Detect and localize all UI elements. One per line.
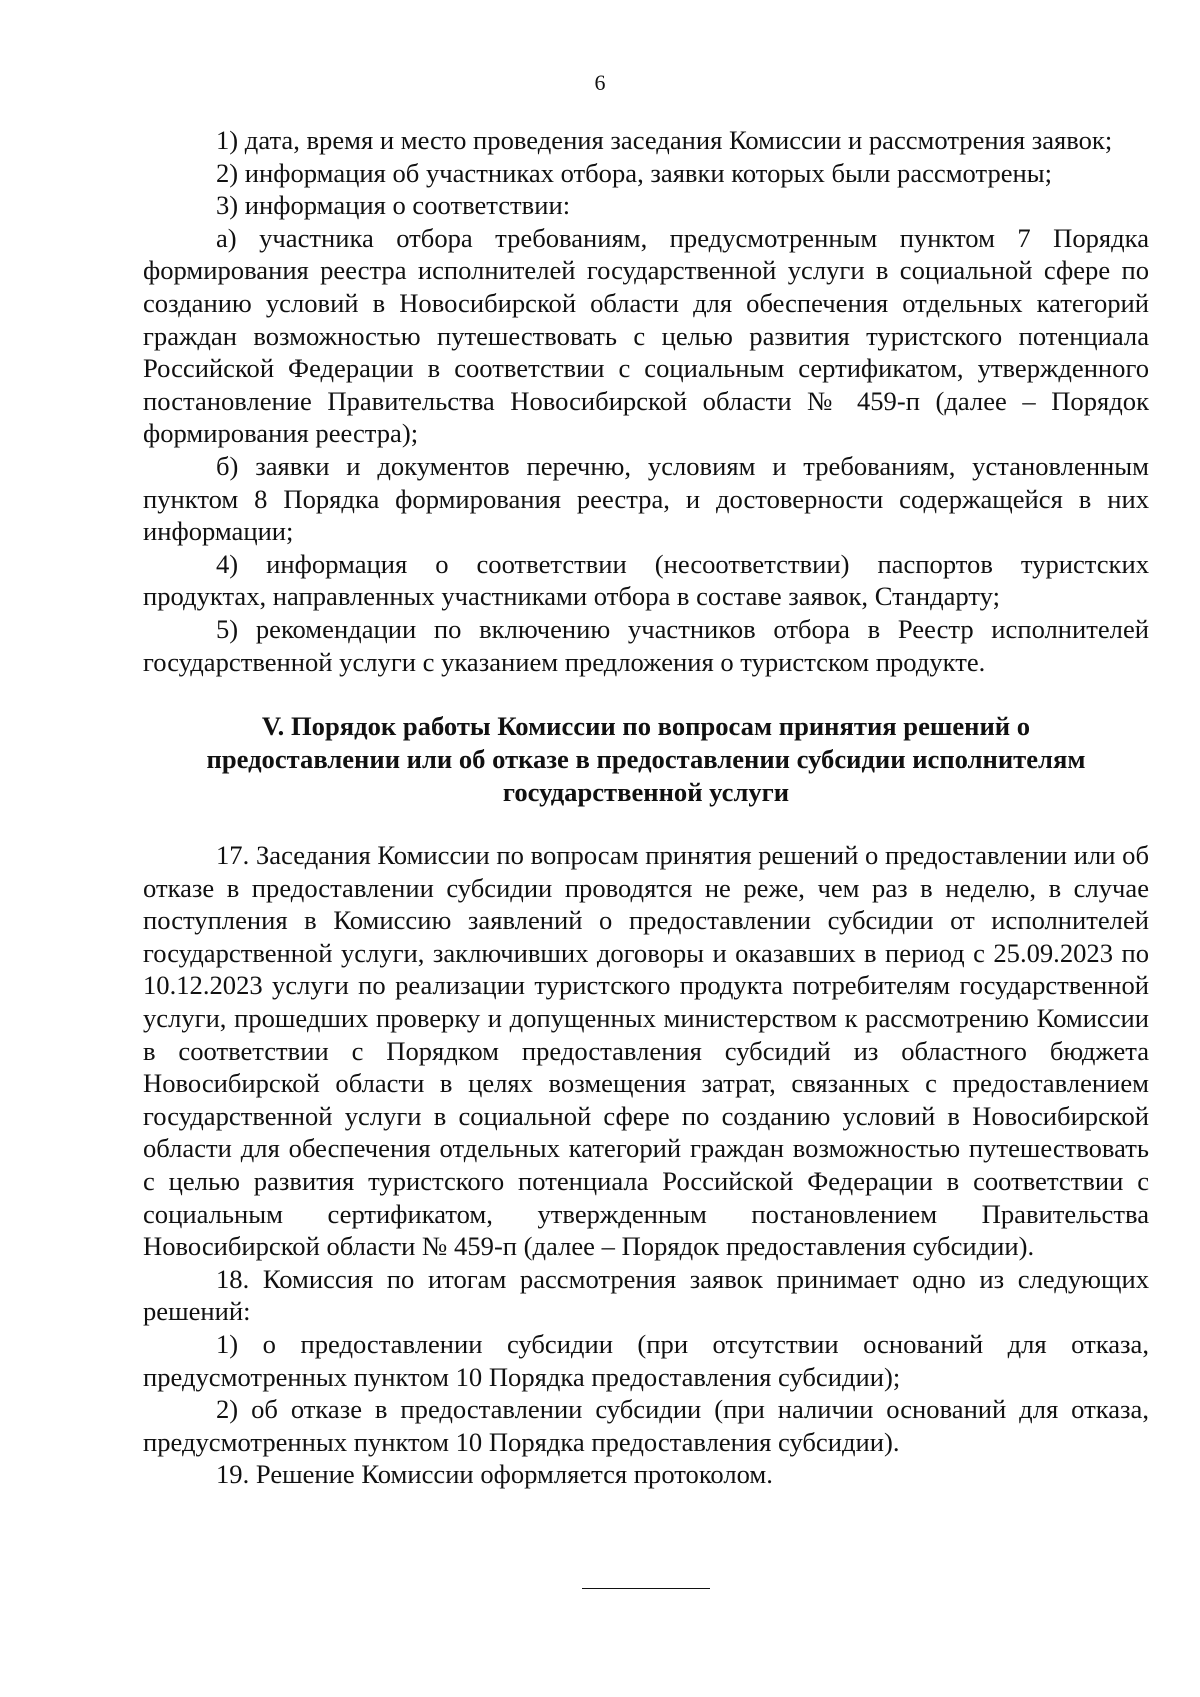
paragraph: 1) дата, время и место проведения заседания Комиссии и рассмотрения заявок; [216,125,1113,155]
paragraph: 5) рекомендации по включению участников отбора в Реестр исполнителей государственной услуги с указанием предложения о туристском продукте. [143,613,1149,677]
paragraph: 1) о предоставлении субсидии (при отсутствии оснований для отказа, предусмотренных пунктом 10 Порядка предоставления субсидии); [143,1329,1149,1392]
paragraph: а) участника отбора требованиям, предусмотренным пунктом 7 Порядка формирования реестра исполнителей государственной услуги в социальной сфере по созданию условий в Новосибирской области для обеспечения отдельных категорий граждан возможностью путешествовать с целью развития туристского потенциала Российской Федерации в соответствии с социальным сертификатом, утвержденного постановление Правительства Новосибирской области № 459-п (далее – Порядок формирования реестра); [143,222,1149,449]
section-heading-line: V. Порядок работы Комиссии по вопросам принятия решений о [261,711,1031,742]
paragraph: 4) информация о соответствии (несоответствии) паспортов туристских продуктах, направленных участниками отбора в составе заявок, Стандарту; [143,548,1149,612]
page-number: 6 [594,70,606,95]
paragraph: 18. Комиссия по итогам рассмотрения заявок принимает одно из следующих решений: [143,1263,1149,1327]
paragraph: б) заявки и документов перечню, условиям и требованиям, установленным пунктом 8 Порядка формирования реестра, и достоверности содержащейся в них информации; [143,450,1149,547]
paragraph: 2) информация об участниках отбора, заявки которых были рассмотрены; [216,157,1053,188]
paragraph: 3) информация о соответствии: [216,190,571,221]
document-body [143,124,1149,1491]
end-separator-line [582,1588,710,1589]
section-heading-line: государственной услуги [502,777,790,808]
section-heading-line: предоставлении или об отказе в предоставлении субсидии исполнителям [206,744,1086,775]
paragraph: 19. Решение Комиссии оформляется протоколом. [216,1459,773,1490]
paragraph: 17. Заседания Комиссии по вопросам принятия решений о предоставлении или об отказе в предоставлении субсидии проводятся не реже, чем раз в неделю, в случае поступления в Комиссию заявлений о предоставлении субсидии от исполнителей государственной услуги, заключивших договоры и оказавших в период с 25.09.2023 по 10.12.2023 услуги по реализации туристского продукта потребителям государственной услуги, прошедших проверку и допущенных министерством к рассмотрению Комиссии в соответствии с Порядком предоставления субсидий из областного бюджета Новосибирской области в целях возмещения затрат, связанных с предоставлением государственной услуги в социальной сфере по созданию условий в Новосибирской области для обеспечения отдельных категорий граждан возможностью путешествовать с целью развития туристского потенциала Российской Федерации в соответствии с социальным сертификатом, утвержденным постановлением Правительства Новосибирской области № 459-п (далее – Порядок предоставления субсидии). [143,840,1149,1262]
paragraph: 2) об отказе в предоставлении субсидии (при наличии оснований для отказа, предусмотренных пунктом 10 Порядка предоставления субсидии). [143,1394,1149,1457]
section-heading [143,710,1149,809]
